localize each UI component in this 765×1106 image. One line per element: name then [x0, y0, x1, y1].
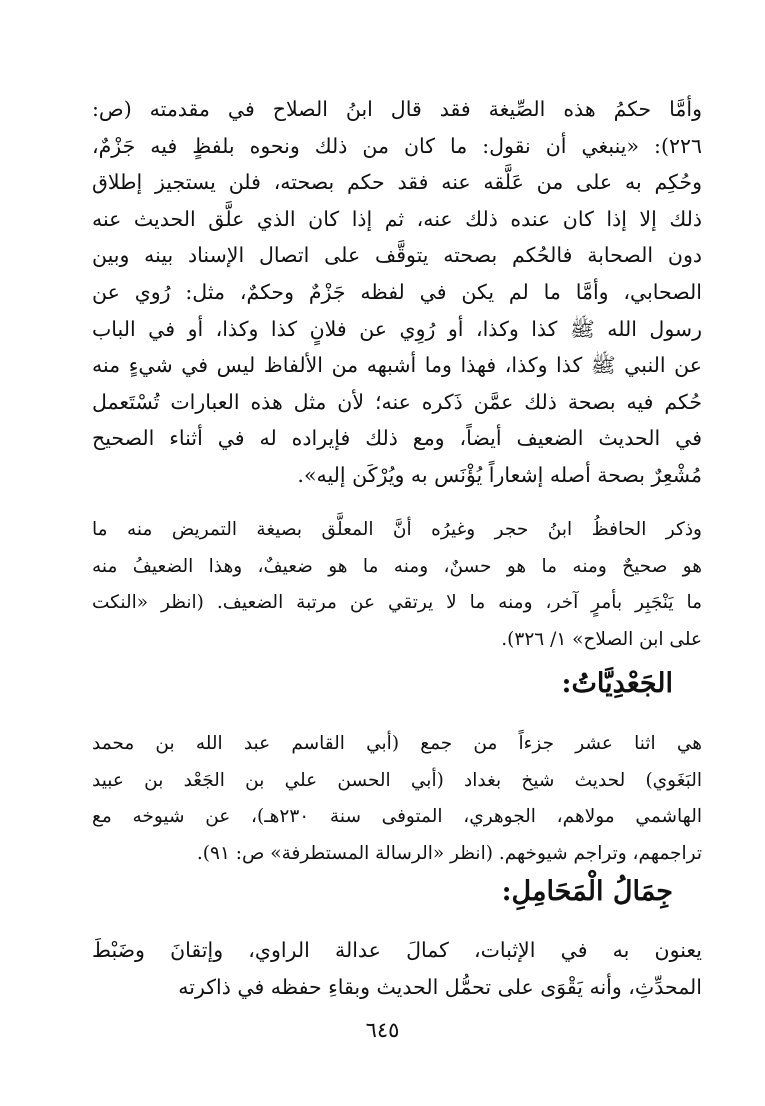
text-line: المحدِّثِ، وأنه يَقْوَى على تحمُّل الحديث وبقاءِ حفظه في ذاكرته [178, 974, 702, 999]
text-line: يعنون به في الإثبات، كمالَ عدالة الراوي، وإتقانَ وضَبْطَ [92, 938, 702, 962]
paragraph-ibn-hajar [92, 512, 702, 658]
text-line: وحُكِم به على من عَلَّقه عنه فقد حكم بصحته، فلن يستجيز إطلاق [92, 170, 702, 195]
text-line: على ابن الصلاح» ١/ ٣٢٦). [501, 628, 702, 650]
text-line: في الحديث الضعيف أيضاً، ومع ذلك فإيراده له في أثناء الصحيح [92, 426, 702, 451]
text-line: وأمَّا حكمُ هذه الصِّيغة فقد قال ابنُ الصلاح في مقدمته (ص: [92, 97, 702, 121]
paragraph-ibn-salah-quote [92, 91, 702, 494]
text-line: الهاشمي مولاهم، الجوهري، المتوفى سنة ٢٣٠هـ)، عن شيوخه مع [92, 806, 702, 828]
text-line: تراجمهم، وتراجم شيوخهم. (انظر «الرسالة المستطرفة» ص: ٩١). [196, 842, 702, 864]
text-line: وذكر الحافظُ ابنُ حجر وغيرُه أنَّ المعلَّق بصيغة التمريض منه ما [92, 519, 702, 540]
text-line: رسول الله ﷺ كذا وكذا، أو رُوِي عن فلانٍ كذا وكذا، أو في الباب [92, 316, 702, 341]
page-number: ٦٤٥ [365, 1018, 400, 1042]
text-line: ٢٢٦): «ينبغي أن نقول: ما كان من ذلك ونحوه بلفظٍ فيه جَزْمٌ، [92, 133, 702, 158]
paragraph-jadiyyat-definition [92, 726, 702, 872]
text-line: حُكم فيه بصحة ذلك عمَّن ذَكره عنه؛ لأن مثل هذه العبارات تُسْتَعمل [92, 389, 702, 414]
text-line: البَغَوي) لحديث شيخ بغداد (أبي الحسن علي بن الجَعْد بن عبيد [92, 769, 702, 791]
text-line: مُشْعِرٌ بصحة أصله إشعاراً يُؤْنَس به ويُرْكَن إليه». [297, 462, 702, 487]
heading-jamal-al-mahamil: جِمَالُ الْمَحَامِلِ: [501, 876, 673, 907]
text-line: عن النبي ﷺ كذا وكذا، فهذا وما أشبهه من الألفاظ ليس في شيءٍ منه [92, 353, 702, 378]
text-line: هو صحيحٌ ومنه ما هو حسنٌ، ومنه ما هو ضعيفٌ، وهذا الضعيفُ منه [92, 555, 702, 577]
text-line: ذلك إلا إذا كان عنده ذلك عنه، ثم إذا كان الذي علَّق الحديث عنه [92, 206, 702, 231]
text-line: دون الصحابة فالحُكم بصحته يتوقَّف على اتصال الإسناد بينه وبين [92, 243, 702, 268]
text-line: هي اثنا عشر جزءاً من جمع (أبي القاسم عبد الله بن محمد [92, 733, 702, 754]
text-line: ما يَنْجَبِر بأمرٍ آخر، ومنه ما لا يرتقي عن مرتبة الضعيف. (انظر «النكت [92, 592, 702, 614]
paragraph-jamal-definition [92, 932, 702, 1005]
heading-jadiyyat: الجَعْدِيَّاتُ: [561, 668, 673, 699]
text-line: الصحابي، وأمَّا ما لم يكن في لفظه جَزْمٌ وحكمٌ، مثل: رُوي عن [92, 279, 702, 304]
